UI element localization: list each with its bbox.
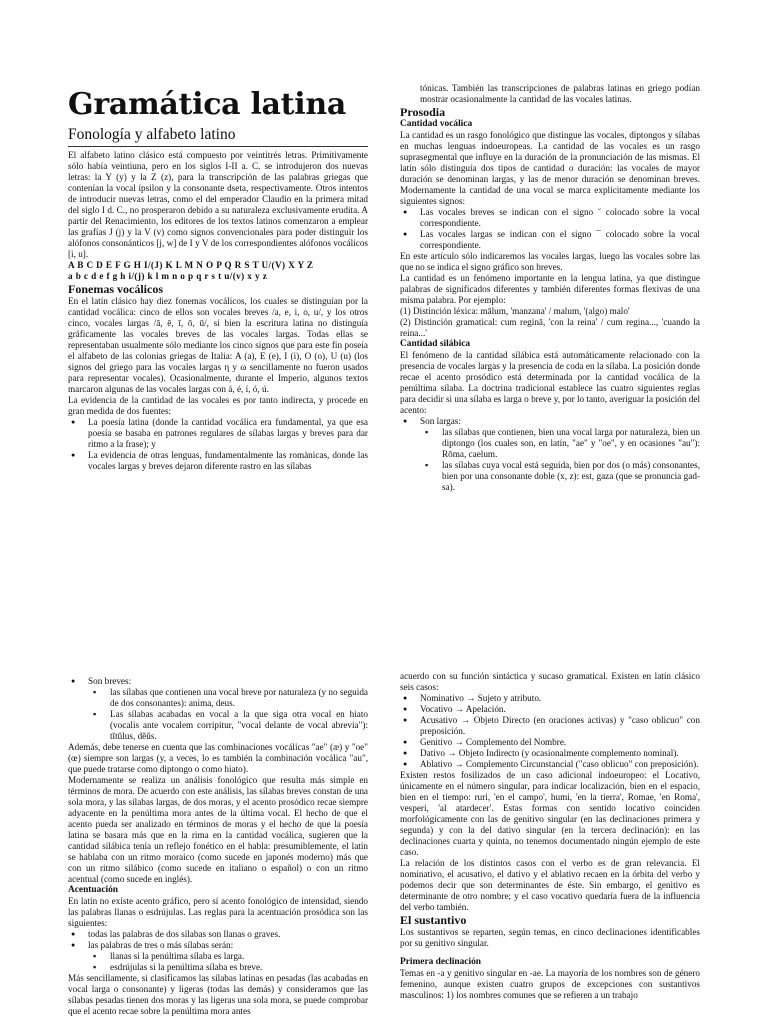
cantidad-fenomeno-paragraph: La cantidad es un fenómeno importante en la lengua latina, ya que distingue palabras de significados diferentes y también diferentes formas flexivas de una misma palabra. Por ejemplo: [400,273,700,305]
list-item: ● Dativo → Objeto Indirecto (y ocasionalmente complemento nominal). [420,748,700,759]
list-item: ● Genitivo → Complemento del Nombre. [420,737,700,748]
intro-paragraph: El alfabeto latino clásico está compuesto por veintitrés letras. Primitivamente sólo había veintiuna, pero en los siglos I-II a. C. se introdujeron dos nuevas letras: la Y (y) y la Z (z), para la transcripción de las palabras griegas que contenían la vocal ípsilon y la consonante dseta, respectivamente. Otros intentos de introducir nuevas letras, como el del emperador Claudio en la primera mitad del siglo I d. C., no prosperaron debido a su naturaleza exclusivamente erudita. A partir del Renacimiento, los editores de los textos latinos comenzaron a emplear las grafías J (j) y la V (v) como signos convencionales para poder distinguir los alófonos consonánticos [j, w] de I y V de los correspondientes alófonos vocálicos [i, u]. [68,150,368,259]
page-title: Gramática latina [68,87,346,122]
son-breves-label: Son breves: [88,676,132,686]
casos-list [400,693,700,770]
list-item [420,416,700,493]
combinaciones-paragraph: Además, debe tenerse en cuenta que las combinaciones vocálicas "ae" (æ) y "oe" (œ) siempre son largas (y, a veces, lo es también la combinación vocálica "au", que puede tratarse como diptongo o como hiato). [68,742,368,774]
evidencia-paragraph: La evidencia de la cantidad de las vocales es por tanto indirecta, y procede en gran medida de dos fuentes: [68,395,368,416]
list-item: ▪ las sílabas cuya vocal está seguida, bien por dos (o más) consonantes, bien por una consonante doble (x, z): est, gaza (que se pronuncia gad-sa). [442,460,700,493]
acento-list [68,929,368,973]
list-item: ● todas las palabras de dos sílabas son llanas o graves. [88,929,368,940]
page1-right-column [400,83,700,493]
list-item-label: las palabras de tres o más sílabas serán: [88,940,234,950]
ejemplo-2: (2) Distinción gramatical: cum reginā, 'con la reina' / cum regina..., 'cuando la reina...' [400,317,700,338]
spacer [400,949,700,957]
list-item: ● Vocativo → Apelación. [420,704,700,715]
silabica-paragraph: El fenómeno de la cantidad silábica está automáticamente relacionado con la presencia de vocales largas y la presencia de coda en la sílaba. La posición donde recae el acento prosódico está determinada por la cantidad vocálica de la penúltima sílaba. La doctrina tradicional establece las cuatro siguientes reglas para decidir si una sílaba es larga o breve y, por lo tanto, averiguar la posición del acento: [400,350,700,415]
alphabet-uppercase: A B C D E F G H I/(J) K L M N O P Q R S T U/(V) X Y Z [68,260,314,270]
acentuacion-paragraph: En latín no existe acento gráfico, pero sí acento fonológico de intensidad, siendo las palabras llanas o esdrújulas. Las reglas para la acentuación prosódica son las siguientes: [68,896,368,928]
page1-left-column [68,88,368,472]
section-heading-prosodia: Prosodia [400,105,446,119]
list-item: ▪ llanas si la penúltima sílaba es larga. [110,951,368,962]
restos-paragraph: Existen restos fosilizados de un caso adicional indoeuropeo: el Locativo, únicamente en el número singular, para indicar localización, bien en el espacio, bien en el tiempo: ruri, 'en el campo', humi, 'en la tierra', Romae, 'en Roma', vesperi, 'al atardecer'. Estas formas con sentido locativo coinciden morfológicamente con las de genitivo singular (en las declinaciones primera y segunda) y con la del dativo singular (en la tercera declinación): en las declinaciones cuarta y quinta, no tenemos documentado ningún ejemplo de este caso. [400,770,700,857]
primera-paragraph: Temas en -a y genitivo singular en -ae. La mayoría de los nombres son de género femenino, aunque existen cuatro grupos de excepciones con sustantivos masculinos: 1) los nombres comunes que se refieren a un trabajo [400,968,700,1000]
list-item: ● Las vocales largas se indican con el signo ¯ colocado sobre la vocal correspondiente. [420,229,700,251]
list-item: ▪ Las sílabas acabadas en vocal a la que siga otra vocal en hiato (vocalis ante vocalem corripitur, "vocal delante de vocal abrevia"): tĭtŭlus, dĕŭs. [110,709,368,742]
cantidad-vocalica-paragraph: La cantidad es un rasgo fonológico que distingue las vocales, diptongos y sílabas en muchas lenguas indoeuropeas. La cantidad de las vocales es un rasgo suprasegmental que influye en la duración de la pronunciación de las mismas. El latín sólo distinguía dos tipos de cantidad o duración: las vocales de mayor duración se denominan largas, y las de menor duración se denominan breves. Modernamente la cantidad de una vocal se marca explícitamente mediante los siguientes signos: [400,130,700,206]
ejemplo-1: (1) Distinción léxica: mālum, 'manzana' / malum, '(algo) malo' [400,306,630,316]
document-page-2 [0,660,768,1024]
subheading-cantidad-silabica: Cantidad silábica [400,339,471,349]
evidencia-list [68,417,368,472]
largas-sublist [420,427,700,493]
articulo-paragraph: En este artículo sólo indicaremos las vocales largas, luego las vocales sobre las que no se indica el signo gráfico son breves. [400,251,700,272]
sencillamente-paragraph: Más sencillamente, si clasificamos las sílabas latinas en pesadas (las acabadas en vocal larga o consonante) y ligeras (todas las demás) y consideramos que las sílabas pesadas tienen dos moras y las ligeras una sola mora, se puede comprobar que el acento recae sobre la penúltima mora antes [68,973,368,1016]
moderna-paragraph: Modernamente se realiza un análisis fonológico que resulta más simple en términos de mora. De acuerdo con este análisis, las sílabas breves constan de una sola mora, y las sílabas largas, de dos moras, y el acento prosódico recae siempre adyacente en la penúltima mora antes de la última vocal. El hecho de que el acento pueda ser analizado en términos de moras y el hecho de que la poesía latina se basara más que en la rima en la cantidad vocálica, sugieren que la cantidad silábica tenía un reflejo fonético en el habla: presumiblemente, el latín se hablaba con un ritmo moraico (como sucede en japonés moderno) más que con un ritmo silábico (como sucede en italiano o español) o con un ritmo acentual (como sucede en inglés). [68,775,368,884]
list-item: ● Nominativo → Sujeto y atributo. [420,693,700,704]
subheading-primera-declinacion: Primera declinación [400,957,481,967]
page-subtitle: Fonología y alfabeto latino [68,126,368,147]
relacion-paragraph: La relación de los distintos casos con el verbo es de gran relevancia. El nominativo, el acusativo, el dativo y el ablativo recaen en la órbita del verbo y podemos decir que son determinantes de éste. Sin embargo, el genitivo es determinante de otro nombre; y el caso vocativo quedaría fuera de la influencia del verbo también. [400,858,700,912]
list-item: ● Las vocales breves se indican con el signo ˘ colocado sobre la vocal correspondiente. [420,207,700,229]
section-heading-sustantivo: El sustantivo [400,913,467,927]
largas-list [400,416,700,493]
list-item: ● Ablativo → Complemento Circunstancial ("caso oblicuo" con preposición). [420,759,700,770]
list-item [88,676,368,742]
breves-sublist [88,687,368,742]
signos-list [400,207,700,251]
list-item: ● La poesía latina (donde la cantidad vocálica era fundamental, ya que esa poesía se basaba en patrones regulares de sílabas largas y breves para dar ritmo a la frase); y [88,417,368,450]
list-item [88,940,368,973]
son-largas-label: Son largas: [420,416,461,426]
fonemas-paragraph: En el latín clásico hay diez fonemas vocálicos, los cuales se distinguían por la cantidad vocálica: cinco de ellos son vocales breves /a, e, i, o, u/, y los otros cinco, vocales largas /ā, ē, ī, ō, ū/, si bien la escritura latina no distinguía gráficamente las vocales breves de las vocales largas. Todas ellas se representaban usualmente sólo mediante los cinco signos que para este fin poseía el alfabeto de las colonias griegas de Italia: A (a), E (e), I (i), O (o), U (u) (los signos del griego para las vocales largas η y ω sencillamente no fueron usados para representar vocales). Ocasionalmente, durante el Imperio, algunos textos marcaron algunas de las vocales largas con á, é, í, ó, ú. [68,296,368,394]
subheading-acentuacion: Acentuación [68,885,118,895]
section-heading-fonemas: Fonemas vocálicos [68,282,163,296]
alphabet-lowercase: a b c d e f g h i/(j) k l m n o p q r s t u/(v) x y z [68,271,268,281]
sustantivo-paragraph: Los sustantivos se reparten, según temas, en cinco declinaciones identificables por su genitivo singular. [400,927,700,948]
list-item: ▪ esdrújulas si la penúltima sílaba es breve. [110,962,368,973]
acento-sublist [88,951,368,973]
continuation-paragraph: acuerdo con su función sintáctica y sucaso gramatical. Existen en latín clásico seis casos: [400,671,700,692]
list-item: ▪ las sílabas que contienen, bien una vocal larga por naturaleza, bien un diptongo (los cuales son, en latín, "ae" y "oe", y en ocasiones "au"): Rōma, caelum. [442,427,700,460]
list-item: ▪ las sílabas que contienen una vocal breve por naturaleza (y no seguida de dos consonantes): anima, deus. [110,687,368,709]
page2-left-column [68,676,368,1017]
continuation-paragraph: tónicas. También las transcripciones de palabras latinas en griego podían mostrar ocasionalmente la cantidad de las vocales latinas. [420,83,700,104]
list-item: ● La evidencia de otras lenguas, fundamentalmente las romànicas, donde las vocales largas y breves dejaron diferente rastro en las sílabas [88,450,368,472]
page2-right-column [400,671,700,1001]
subheading-cantidad-vocalica: Cantidad vocálica [400,119,473,129]
breves-list [68,676,368,742]
list-item: ● Acusativo → Objeto Directo (en oraciones activas) y "caso oblicuo" con preposición. [420,715,700,737]
